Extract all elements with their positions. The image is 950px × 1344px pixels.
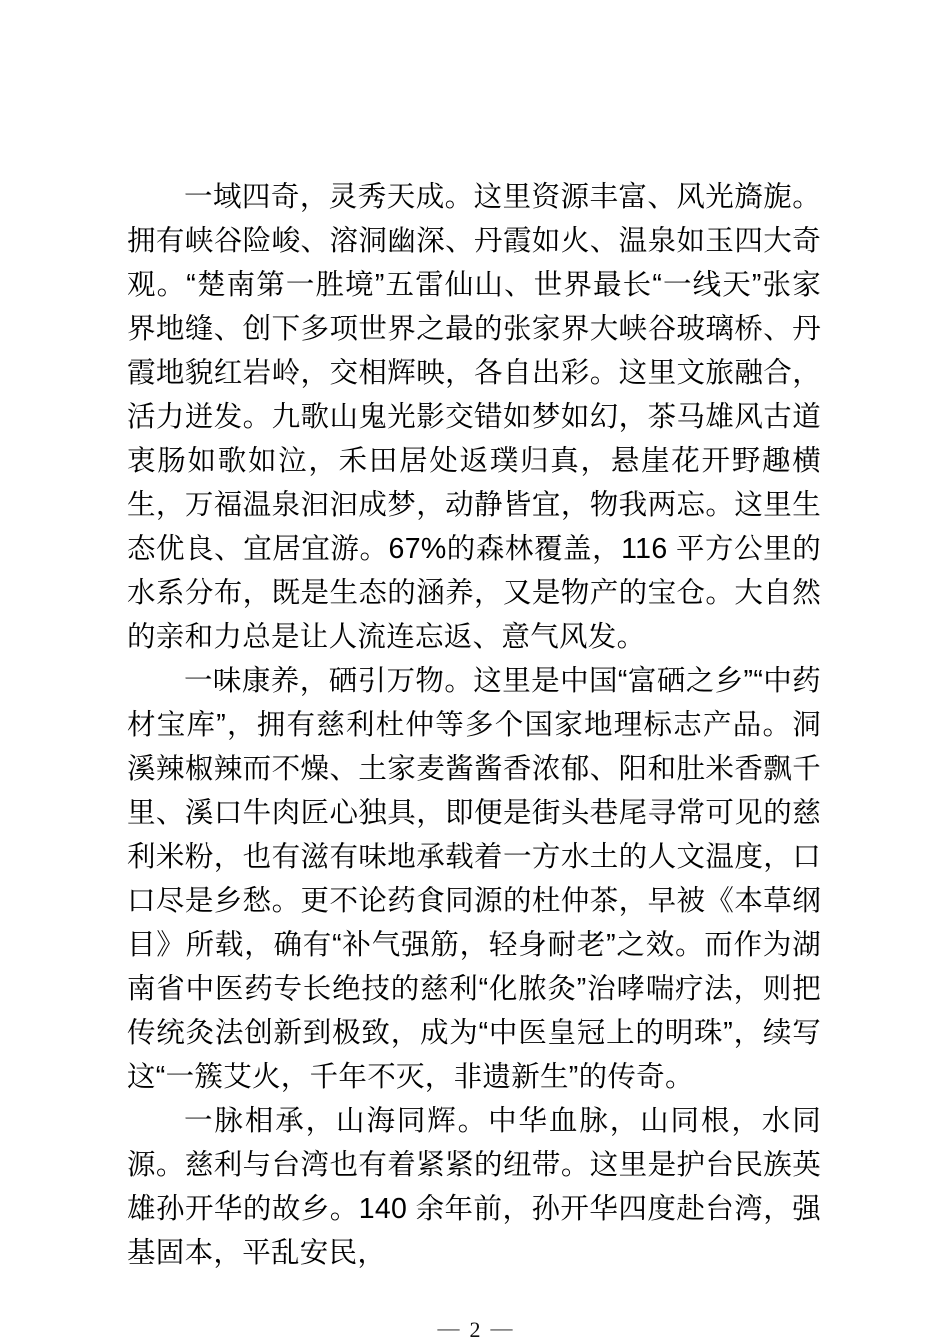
- page-number-value: 2: [469, 1317, 481, 1342]
- page-number-right-dash: —: [490, 1315, 513, 1340]
- page-number: [0, 1315, 950, 1342]
- paragraph-3: 一脉相承，山海同辉。中华血脉，山同根，水同源。慈利与台湾也有着紧紧的纽带。这里是护台民族英雄孙开华的故乡。140 余年前，孙开华四度赴台湾，强基固本，平乱安民，: [127, 1105, 821, 1269]
- paragraph-2: 一味康养，硒引万物。这里是中国“富硒之乡”“中药材宝库”，拥有慈利杜仲等多个国家地理标志产品。洞溪辣椒辣而不燥、土家麦酱酱香浓郁、阳和肚米香飘千里、溪口牛肉匠心独具，即便是街头巷尾寻常可见的慈利米粉，也有滋有味地承载着一方水土的人文温度，口口尽是乡愁。更不论药食同源的杜仲茶，早被《本草纲目》所载，确有“补气强筋，轻身耐老”之效。而作为湖南省中医药专长绝技的慈利“化脓灸”治哮喘疗法，则把传统灸法创新到极致，成为“中医皇冠上的明珠”，续写这“一簇艾火，千年不灭，非遗新生”的传奇。: [127, 665, 821, 1093]
- paragraph-1: 一域四奇，灵秀天成。这里资源丰富、风光旖旎。拥有峡谷险峻、溶洞幽深、丹霞如火、温泉如玉四大奇观。“楚南第一胜境”五雷仙山、世界最长“一线天”张家界地缝、创下多项世界之最的张家界大峡谷玻璃桥、丹霞地貌红岩岭，交相辉映，各自出彩。这里文旅融合，活力迸发。九歌山鬼光影交错如梦如幻，茶马雄风古道衷肠如歌如泣，禾田居处返璞归真，悬崖花开野趣横生，万福温泉汩汩成梦，动静皆宜，物我两忘。这里生态优良、宜居宜游。67%的森林覆盖，116 平方公里的水系分布，既是生态的涵养，又是物产的宝仓。大自然的亲和力总是让人流连忘返、意气风发。: [127, 181, 821, 653]
- page-number-left-dash: —: [437, 1315, 460, 1340]
- document-body: [127, 175, 821, 1275]
